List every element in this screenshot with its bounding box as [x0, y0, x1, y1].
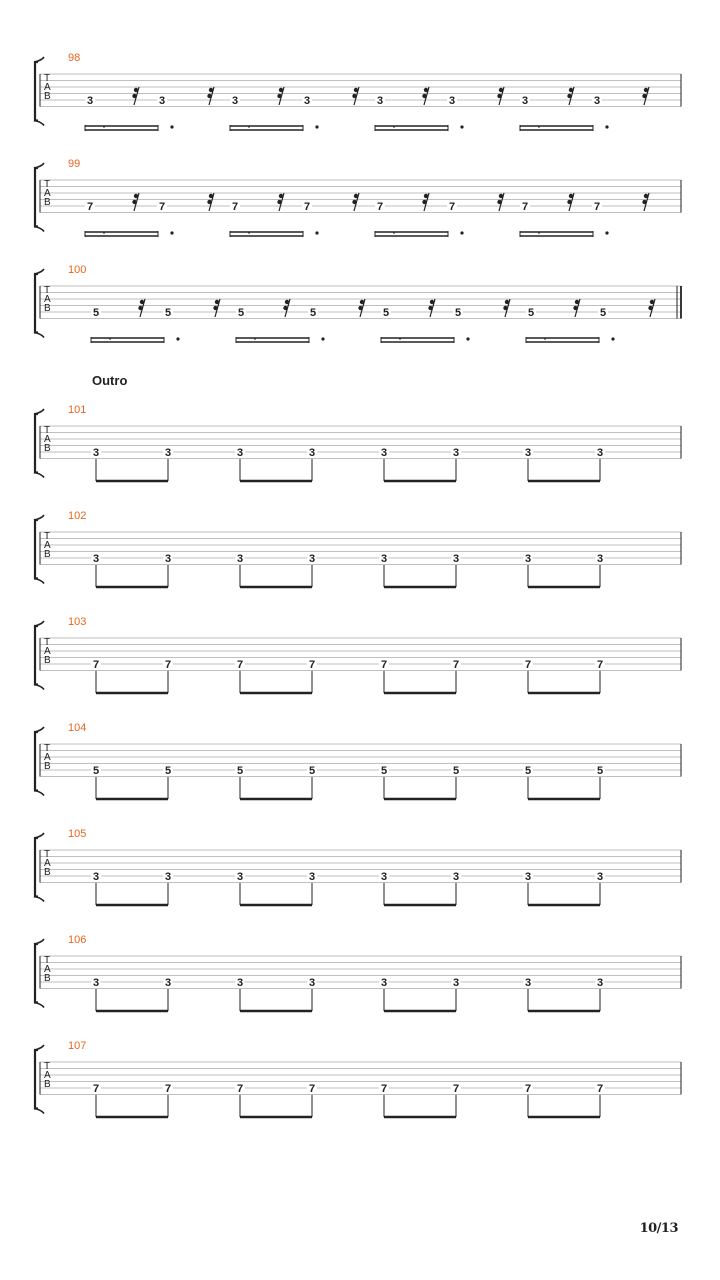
rest-flag: [354, 88, 358, 92]
fret-number: 7: [92, 659, 100, 671]
fret-number: 3: [596, 871, 604, 883]
tab-clef-letter: B: [44, 91, 51, 102]
fret-number: 3: [303, 95, 311, 107]
rest-flag: [428, 306, 432, 310]
fret-number: 3: [596, 977, 604, 989]
tab-clef-letter: T: [44, 73, 51, 84]
tab-clef-letter: A: [44, 858, 51, 869]
beam-mark: [393, 126, 395, 128]
fret-number: 3: [92, 447, 100, 459]
duration-dot: [315, 231, 318, 234]
fret-number: 5: [164, 765, 172, 777]
measure-number: 105: [68, 828, 87, 840]
fret-number: 5: [599, 307, 607, 319]
bracket-hook-top: [35, 515, 44, 520]
rest-flag: [215, 300, 219, 304]
rest-flag: [503, 306, 507, 310]
fret-number: 3: [524, 447, 532, 459]
fret-number: 7: [236, 1083, 244, 1095]
fret-number: 3: [452, 871, 460, 883]
fret-number: 3: [236, 977, 244, 989]
system-bracket: [35, 520, 38, 579]
tab-clef-letter: T: [44, 1061, 51, 1072]
system-bracket: [35, 414, 38, 473]
fret-number: 3: [593, 95, 601, 107]
rest-flag: [360, 300, 364, 304]
tab-system: [35, 616, 681, 693]
fret-number: 3: [164, 447, 172, 459]
rest-flag: [422, 94, 426, 98]
rest-flag: [279, 194, 283, 198]
fret-number: 3: [380, 553, 388, 565]
fret-number: 3: [92, 977, 100, 989]
fret-number: 5: [92, 307, 100, 319]
tab-system: [35, 934, 681, 1011]
rest-flag: [209, 88, 213, 92]
duration-dot: [321, 337, 324, 340]
fret-number: 7: [303, 201, 311, 213]
bracket-hook-bottom: [35, 685, 44, 690]
fret-number: 3: [164, 553, 172, 565]
fret-number: 5: [524, 765, 532, 777]
fret-number: 5: [454, 307, 462, 319]
rest-flag: [497, 200, 501, 204]
fret-number: 3: [524, 871, 532, 883]
bracket-hook-top: [35, 269, 44, 274]
system-bracket: [35, 732, 38, 791]
rest-flag: [499, 194, 503, 198]
rest-flag: [213, 306, 217, 310]
beam-mark: [109, 338, 111, 340]
tab-clef-letter: B: [44, 443, 51, 454]
rest-flag: [207, 200, 211, 204]
rest-flag: [505, 300, 509, 304]
system-bracket: [35, 168, 38, 227]
fret-number: 5: [382, 307, 390, 319]
rest-flag: [642, 200, 646, 204]
rest-flag: [358, 306, 362, 310]
tab-clef-letter: A: [44, 1070, 51, 1081]
beam-mark: [399, 338, 401, 340]
rest-flag: [567, 200, 571, 204]
tab-clef-letter: A: [44, 82, 51, 93]
fret-number: 5: [237, 307, 245, 319]
measure-number: 99: [68, 158, 81, 170]
bracket-hook-top: [35, 621, 44, 626]
fret-number: 3: [92, 553, 100, 565]
tab-clef-letter: T: [44, 849, 51, 860]
rest-flag: [134, 88, 138, 92]
fret-number: 3: [452, 977, 460, 989]
rest-flag: [352, 94, 356, 98]
rest-flag: [277, 200, 281, 204]
tab-clef-letter: B: [44, 549, 51, 560]
measure-number: 103: [68, 616, 87, 628]
fret-number: 7: [308, 1083, 316, 1095]
fret-number: 5: [596, 765, 604, 777]
bracket-hook-top: [35, 409, 44, 414]
beam-mark: [393, 232, 395, 234]
fret-number: 5: [380, 765, 388, 777]
fret-number: 3: [164, 977, 172, 989]
fret-number: 5: [452, 765, 460, 777]
system-bracket: [35, 838, 38, 897]
measure-number: 106: [68, 934, 87, 946]
beam-mark: [103, 126, 105, 128]
bracket-hook-bottom: [35, 473, 44, 478]
fret-number: 7: [231, 201, 239, 213]
fret-number: 5: [308, 765, 316, 777]
tab-clef-letter: B: [44, 197, 51, 208]
tab-system: [35, 52, 681, 131]
bracket-hook-bottom: [35, 1003, 44, 1008]
tab-clef-letter: B: [44, 761, 51, 772]
fret-number: 3: [376, 95, 384, 107]
fret-number: 3: [236, 871, 244, 883]
tab-system: [35, 828, 681, 905]
rest-flag: [285, 300, 289, 304]
beam-mark: [538, 232, 540, 234]
fret-number: 5: [92, 765, 100, 777]
fret-number: 7: [521, 201, 529, 213]
measure-number: 101: [68, 404, 87, 416]
fret-number: 3: [164, 871, 172, 883]
tab-system: [35, 722, 681, 799]
section-label: Outro: [92, 373, 128, 388]
rest-flag: [209, 194, 213, 198]
rest-flag: [279, 88, 283, 92]
duration-dot: [460, 125, 463, 128]
fret-number: 3: [308, 871, 316, 883]
rest-flag: [569, 194, 573, 198]
tab-clef-letter: A: [44, 540, 51, 551]
rest-flag: [352, 200, 356, 204]
duration-dot: [466, 337, 469, 340]
fret-number: 7: [164, 659, 172, 671]
bracket-hook-bottom: [35, 1109, 44, 1114]
duration-dot: [605, 125, 608, 128]
tab-clef-letter: A: [44, 752, 51, 763]
bracket-hook-bottom: [35, 897, 44, 902]
measure-number: 104: [68, 722, 87, 734]
fret-number: 3: [596, 553, 604, 565]
fret-number: 5: [309, 307, 317, 319]
rest-flag: [207, 94, 211, 98]
bracket-hook-bottom: [35, 121, 44, 126]
fret-number: 3: [380, 871, 388, 883]
tab-system: [35, 1040, 681, 1117]
fret-number: 3: [524, 977, 532, 989]
fret-number: 7: [452, 659, 460, 671]
fret-number: 3: [231, 95, 239, 107]
duration-dot: [605, 231, 608, 234]
beam-mark: [248, 126, 250, 128]
fret-number: 7: [593, 201, 601, 213]
fret-number: 7: [596, 659, 604, 671]
tab-system: [35, 158, 681, 237]
system-bracket: [35, 274, 38, 333]
tab-clef-letter: B: [44, 973, 51, 984]
rest-flag: [648, 306, 652, 310]
fret-number: 3: [452, 553, 460, 565]
rest-flag: [644, 88, 648, 92]
bracket-hook-top: [35, 1045, 44, 1050]
fret-number: 3: [380, 447, 388, 459]
fret-number: 3: [448, 95, 456, 107]
bracket-hook-bottom: [35, 333, 44, 338]
fret-number: 3: [236, 553, 244, 565]
tab-clef-letter: B: [44, 303, 51, 314]
fret-number: 3: [452, 447, 460, 459]
rest-flag: [132, 200, 136, 204]
tab-system: [35, 510, 681, 587]
rest-flag: [424, 194, 428, 198]
fret-number: 7: [92, 1083, 100, 1095]
fret-number: 7: [376, 201, 384, 213]
bracket-hook-top: [35, 163, 44, 168]
rest-flag: [499, 88, 503, 92]
fret-number: 7: [158, 201, 166, 213]
beam-mark: [248, 232, 250, 234]
fret-number: 7: [164, 1083, 172, 1095]
tab-system: [35, 264, 681, 343]
beam-mark: [544, 338, 546, 340]
tab-clef-letter: A: [44, 964, 51, 975]
system-bracket: [35, 944, 38, 1003]
fret-number: 3: [86, 95, 94, 107]
rest-flag: [283, 306, 287, 310]
fret-number: 3: [380, 977, 388, 989]
rest-flag: [642, 94, 646, 98]
tab-clef-letter: T: [44, 285, 51, 296]
rest-flag: [573, 306, 577, 310]
measure-number: 102: [68, 510, 87, 522]
rest-flag: [575, 300, 579, 304]
rest-flag: [138, 306, 142, 310]
fret-number: 7: [86, 201, 94, 213]
tab-clef-letter: A: [44, 188, 51, 199]
duration-dot: [611, 337, 614, 340]
tab-clef-letter: A: [44, 434, 51, 445]
fret-number: 3: [308, 553, 316, 565]
tab-clef-letter: B: [44, 867, 51, 878]
beam-mark: [538, 126, 540, 128]
tab-clef-letter: A: [44, 294, 51, 305]
measure-number: 107: [68, 1040, 87, 1052]
tab-clef-letter: T: [44, 425, 51, 436]
rest-flag: [569, 88, 573, 92]
rest-flag: [644, 194, 648, 198]
rest-flag: [140, 300, 144, 304]
bracket-hook-top: [35, 939, 44, 944]
fret-number: 7: [452, 1083, 460, 1095]
fret-number: 3: [308, 977, 316, 989]
beam-mark: [254, 338, 256, 340]
rest-flag: [430, 300, 434, 304]
rest-flag: [132, 94, 136, 98]
duration-dot: [315, 125, 318, 128]
fret-number: 7: [524, 659, 532, 671]
rest-flag: [567, 94, 571, 98]
duration-dot: [170, 125, 173, 128]
bracket-hook-bottom: [35, 791, 44, 796]
fret-number: 7: [596, 1083, 604, 1095]
measure-number: 100: [68, 264, 87, 276]
bracket-hook-bottom: [35, 579, 44, 584]
fret-number: 5: [527, 307, 535, 319]
tab-clef-letter: T: [44, 743, 51, 754]
fret-number: 5: [164, 307, 172, 319]
duration-dot: [170, 231, 173, 234]
fret-number: 3: [158, 95, 166, 107]
rest-flag: [354, 194, 358, 198]
tab-clef-letter: A: [44, 646, 51, 657]
rest-flag: [277, 94, 281, 98]
duration-dot: [460, 231, 463, 234]
fret-number: 3: [524, 553, 532, 565]
tab-clef-letter: T: [44, 955, 51, 966]
fret-number: 7: [380, 659, 388, 671]
rest-flag: [650, 300, 654, 304]
fret-number: 7: [524, 1083, 532, 1095]
fret-number: 3: [596, 447, 604, 459]
system-bracket: [35, 62, 38, 121]
tab-clef-letter: B: [44, 1079, 51, 1090]
fret-number: 3: [92, 871, 100, 883]
tab-clef-letter: T: [44, 531, 51, 542]
beam-mark: [103, 232, 105, 234]
fret-number: 7: [448, 201, 456, 213]
fret-number: 3: [236, 447, 244, 459]
system-bracket: [35, 1050, 38, 1109]
fret-number: 5: [236, 765, 244, 777]
fret-number: 7: [380, 1083, 388, 1095]
tab-clef-letter: T: [44, 637, 51, 648]
bracket-hook-bottom: [35, 227, 44, 232]
tab-clef-letter: T: [44, 179, 51, 190]
tab-system: [35, 404, 681, 481]
bracket-hook-top: [35, 57, 44, 62]
page-number: 10/13: [639, 1221, 678, 1236]
duration-dot: [176, 337, 179, 340]
rest-flag: [134, 194, 138, 198]
system-bracket: [35, 626, 38, 685]
measure-number: 98: [68, 52, 81, 64]
tab-clef-letter: B: [44, 655, 51, 666]
rest-flag: [497, 94, 501, 98]
rest-flag: [424, 88, 428, 92]
bracket-hook-top: [35, 833, 44, 838]
fret-number: 3: [308, 447, 316, 459]
fret-number: 3: [521, 95, 529, 107]
rest-flag: [422, 200, 426, 204]
fret-number: 7: [236, 659, 244, 671]
bracket-hook-top: [35, 727, 44, 732]
fret-number: 7: [308, 659, 316, 671]
